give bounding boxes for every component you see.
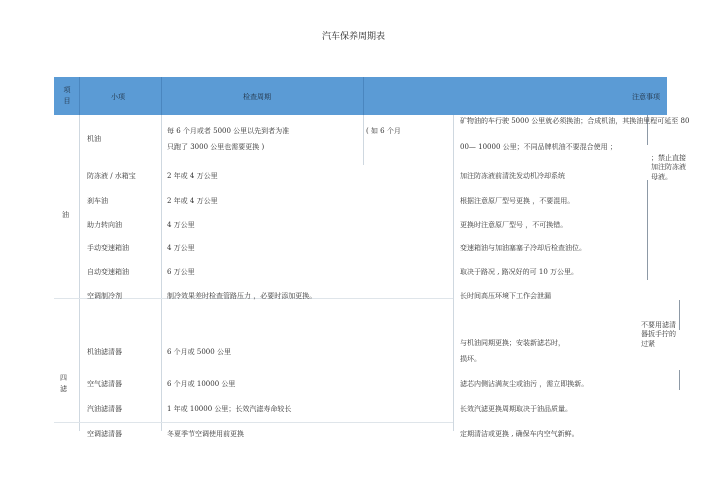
item-cell: 汽油滤清器 [87, 405, 122, 413]
header-notes: 注意事项 [632, 93, 660, 101]
cycle-cell: ( 如 6 个月 [366, 127, 401, 135]
cycle-cell: 6 个月或 5000 公里 [167, 348, 231, 356]
grid-line [679, 300, 680, 330]
cycle-cell: 6 个月或 10000 公里 [167, 380, 236, 388]
group-label-oil: 油 [62, 211, 69, 219]
note-cell: 取决于路况 , 路况好的可 10 万公里。 [460, 268, 579, 276]
note-cell: 00— 10000 公里；不同品牌机油不要混合使用 ； [460, 143, 617, 151]
cycle-cell: 6 万公里 [167, 268, 195, 276]
note-cell: 根据注意原厂型号更换 ，不要混用。 [460, 197, 575, 205]
table-header [54, 77, 667, 115]
group-label-filters: 四 滤 [60, 374, 67, 394]
header-item: 小项 [111, 93, 125, 101]
side-note: 不要用滤清器扳手拧的过紧 [641, 321, 676, 348]
cycle-cell: 4 万公里 [167, 221, 195, 229]
item-cell: 手动变速箱油 [87, 244, 129, 252]
note-cell: 与机油同期更换；安装新滤芯时， [460, 339, 565, 347]
cycle-cell: 冬夏季节空调使用前更换 [167, 430, 244, 438]
grid-line [363, 115, 364, 165]
item-cell: 防冻液 / 水箱宝 [87, 172, 136, 180]
side-note: ；禁止直接加注防冻液母液。 [651, 154, 686, 181]
grid-line [647, 180, 648, 280]
note-cell: 损坏。 [460, 355, 481, 363]
item-cell: 自动变速箱油 [87, 268, 129, 276]
item-cell: 助力转向油 [87, 221, 122, 229]
grid-line [79, 115, 80, 431]
cycle-cell: 4 万公里 [167, 244, 195, 252]
header-divider [161, 77, 162, 115]
item-cell: 机油滤清器 [87, 348, 122, 356]
grid-line [161, 115, 162, 431]
grid-line [453, 115, 454, 431]
note-cell: 滤芯内侧沾满灰尘或油污 ，需立即换新。 [460, 380, 589, 388]
note-cell: 更换时注意原厂型号 ，不可换错。 [460, 221, 568, 229]
page-title: 汽车保养周期表 [321, 32, 385, 42]
header-cycle: 检查周期 [243, 93, 271, 101]
note-cell: 长时间高压环境下工作会泄漏 [460, 292, 551, 300]
grid-line [679, 370, 680, 390]
item-cell: 机油 [87, 135, 101, 143]
note-cell: 定期清洁或更换 , 确保车内空气新鲜。 [460, 430, 579, 438]
cycle-cell: 2 年或 4 万公里 [167, 197, 218, 205]
cycle-cell: 只跑了 3000 公里也需要更换 ) [167, 143, 265, 151]
note-cell: 变速箱油与加油塞塞子冷却后检查油位。 [460, 244, 586, 252]
row-divider [54, 422, 453, 423]
item-cell: 空调滤清器 [87, 430, 122, 438]
cycle-cell: 制冷效果差时检查管路压力 ，必要时添加更换。 [167, 292, 317, 300]
note-cell: 加注防冻液前清洗发动机冷却系统 [460, 172, 565, 180]
item-cell: 空气滤清器 [87, 380, 122, 388]
cycle-cell: 1 年或 10000 公里；长效汽滤寿命较长 [167, 405, 292, 413]
note-cell: 矿物油的车行驶 5000 公里就必须换油；合成机油，其换油里程可延至 80 [460, 117, 690, 125]
cycle-cell: 2 年或 4 万公里 [167, 172, 218, 180]
header-project: 项 目 [63, 86, 71, 106]
header-divider [79, 77, 80, 115]
item-cell: 刹车油 [87, 197, 108, 205]
item-cell: 空调制冷剂 [87, 292, 122, 300]
cycle-cell: 每 6 个月或者 5000 公里以先到者为准 [167, 127, 290, 135]
header-divider [363, 77, 364, 115]
note-cell: 长效汽滤更换周期取决于油品质量。 [460, 405, 572, 413]
